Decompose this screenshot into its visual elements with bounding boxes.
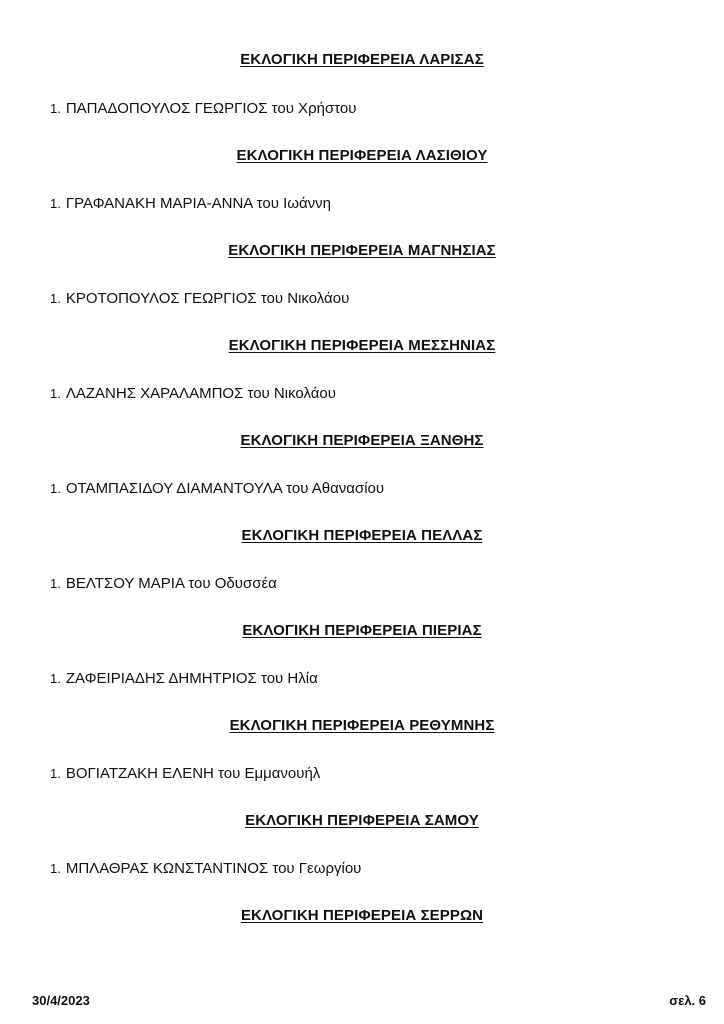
list-item <box>50 575 277 592</box>
list-item-number: 1. <box>50 196 61 211</box>
section-title: ΕΚΛΟΓΙΚΗ ΠΕΡΙΦΕΡΕΙΑ ΡΕΘΥΜΝΗΣ <box>229 717 495 734</box>
page-number: σελ. 6 <box>669 993 706 1008</box>
list-item-number: 1. <box>50 861 61 876</box>
section-title: ΕΚΛΟΓΙΚΗ ΠΕΡΙΦΕΡΕΙΑ ΛΑΡΙΣΑΣ <box>240 51 484 68</box>
list-item <box>50 860 361 877</box>
list-item-number: 1. <box>50 766 61 781</box>
list-item-name: ΜΠΛΑΘΡΑΣ ΚΩΝΣΤΑΝΤΙΝΟΣ του Γεωργίου <box>65 860 362 877</box>
section-title: ΕΚΛΟΓΙΚΗ ΠΕΡΙΦΕΡΕΙΑ ΞΑΝΘΗΣ <box>240 432 484 449</box>
list-item-number: 1. <box>50 671 61 686</box>
section-title: ΕΚΛΟΓΙΚΗ ΠΕΡΙΦΕΡΕΙΑ ΛΑΣΙΘΙΟΥ <box>236 147 488 164</box>
section-title: ΕΚΛΟΓΙΚΗ ΠΕΡΙΦΕΡΕΙΑ ΜΑΓΝΗΣΙΑΣ <box>228 242 496 259</box>
list-item <box>50 195 331 212</box>
list-item <box>50 480 384 497</box>
list-item-number: 1. <box>50 386 61 401</box>
list-item-number: 1. <box>50 481 61 496</box>
list-item <box>50 765 320 782</box>
list-item <box>50 385 336 402</box>
section-title: ΕΚΛΟΓΙΚΗ ΠΕΡΙΦΕΡΕΙΑ ΣΕΡΡΩΝ <box>240 907 484 924</box>
section-title: ΕΚΛΟΓΙΚΗ ΠΕΡΙΦΕΡΕΙΑ ΜΕΣΣΗΝΙΑΣ <box>228 337 496 354</box>
list-item <box>50 100 356 117</box>
list-item <box>50 290 349 307</box>
list-item-name: ΟΤΑΜΠΑΣΙΔΟΥ ΔΙΑΜΑΝΤΟΥΛΑ του Αθανασίου <box>65 480 385 497</box>
list-item-name: ΒΟΓΙΑΤΖΑΚΗ ΕΛΕΝΗ του Εμμανουήλ <box>65 765 321 782</box>
list-item-name: ΚΡΟΤΟΠΟΥΛΟΣ ΓΕΩΡΓΙΟΣ του Νικολάου <box>65 290 350 307</box>
section-title: ΕΚΛΟΓΙΚΗ ΠΕΡΙΦΕΡΕΙΑ ΠΙΕΡΙΑΣ <box>242 622 482 639</box>
list-item-name: ΓΡΑΦΑΝΑΚΗ ΜΑΡΙΑ-ΑΝΝΑ του Ιωάννη <box>65 195 331 212</box>
list-item-number: 1. <box>50 101 61 116</box>
list-item-name: ΠΑΠΑΔΟΠΟΥΛΟΣ ΓΕΩΡΓΙΟΣ του Χρήστου <box>65 100 357 117</box>
list-item-name: ΛΑΖΑΝΗΣ ΧΑΡΑΛΑΜΠΟΣ του Νικολάου <box>65 385 336 402</box>
section-title: ΕΚΛΟΓΙΚΗ ΠΕΡΙΦΕΡΕΙΑ ΣΑΜΟΥ <box>245 812 479 829</box>
footer-date: 30/4/2023 <box>32 993 90 1008</box>
list-item-number: 1. <box>50 576 61 591</box>
list-item-name: ΖΑΦΕΙΡΙΑΔΗΣ ΔΗΜΗΤΡΙΟΣ του Ηλία <box>65 670 318 687</box>
section-title: ΕΚΛΟΓΙΚΗ ΠΕΡΙΦΕΡΕΙΑ ΠΕΛΛΑΣ <box>241 527 483 544</box>
list-item-name: ΒΕΛΤΣΟΥ ΜΑΡΙΑ του Οδυσσέα <box>65 575 277 592</box>
list-item-number: 1. <box>50 291 61 306</box>
list-item <box>50 670 318 687</box>
